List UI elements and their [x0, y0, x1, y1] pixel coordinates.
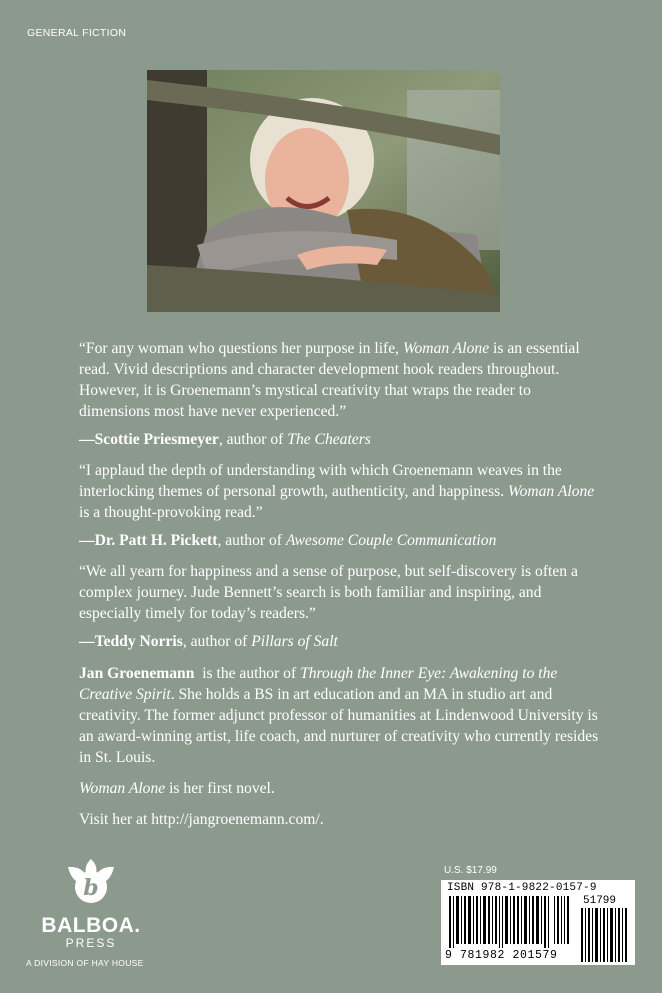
- quote-2: “I applaud the depth of understanding with which Groenemann weaves in the interlocking themes of personal growth, authenticity, and happiness. Woman Alone is a thought-provoking read.”: [79, 462, 595, 521]
- endorsements: [79, 338, 599, 662]
- author-photo: [147, 70, 500, 312]
- barcode-addon-text: 51799: [583, 895, 617, 907]
- quote-1-attribution: —Scottie Priesmeyer, author of The Cheaters: [79, 431, 371, 448]
- publisher-name: BALBOA.: [41, 914, 141, 937]
- isbn-barcode: [441, 880, 635, 965]
- bio-paragraph: Jan Groenemann is the author of Through the Inner Eye: Awakening to the Creative Spirit. She holds a BS in art education and an MA in studio art and creativity. The former adjunct professor of humanities at Lindenwood University is an award-winning artist, life coach, and nurturer of creativity who currently resides in St. Louis.: [79, 665, 599, 766]
- lotus-icon: [60, 855, 122, 907]
- quote-3-attribution: —Teddy Norris, author of Pillars of Salt: [79, 633, 338, 650]
- quote-2-attribution: —Dr. Patt H. Pickett, author of Awesome Couple Communication: [79, 532, 497, 549]
- logo-letter: b: [83, 875, 99, 901]
- publisher-press: PRESS: [65, 936, 117, 950]
- website-line: Visit her at http://jangroenemann.com/.: [79, 811, 324, 828]
- quote-1: “For any woman who questions her purpose in life, Woman Alone is an essential read. Vivid descriptions and character development hook readers throughout. However, it is Groenemann’s mystical creativity that wraps the reader to dimensions most have never experienced.”: [79, 340, 580, 420]
- first-novel-line: Woman Alone is her first novel.: [79, 780, 275, 797]
- author-bio: [79, 663, 599, 840]
- isbn-text: ISBN 978-1-9822-0157-9: [447, 882, 597, 894]
- quote-3: “We all yearn for happiness and a sense of purpose, but self-discovery is often a complex journey. Jude Bennett’s search is both familiar and inspiring, and especially timely for today’s readers.”: [79, 563, 578, 622]
- price-label: U.S. $17.99: [444, 865, 497, 876]
- genre-label: GENERAL FICTION: [27, 27, 127, 39]
- publisher-division: A DIVISION OF HAY HOUSE: [26, 958, 144, 968]
- publisher-logo: [26, 855, 156, 950]
- barcode-digits: 9 781982 201579: [445, 949, 558, 962]
